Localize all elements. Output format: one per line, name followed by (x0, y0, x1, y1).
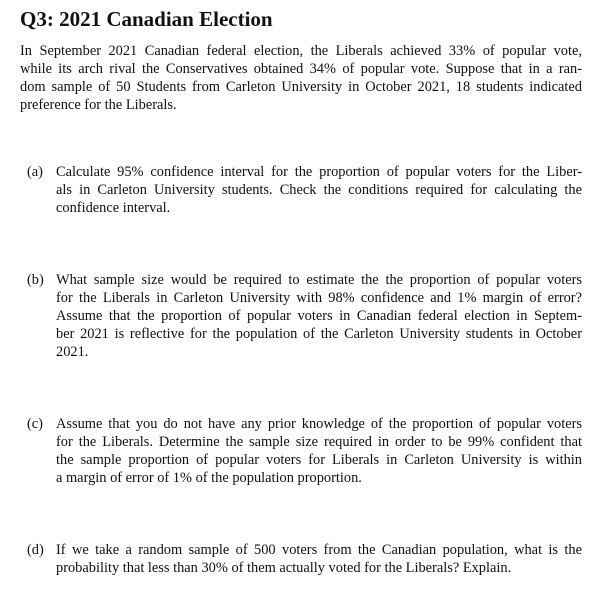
intro-line: while its arch rival the Conservatives obtained 34% of popular vote. Suppose that in a ran- (20, 61, 582, 77)
question-line: for the Liberals in Carleton University with 98% confidence and 1% margin of error? (56, 290, 582, 306)
intro-line: In September 2021 Canadian federal election, the Liberals achieved 33% of popular vote, (20, 43, 582, 59)
question-line: ber 2021 is reflective for the population of the Carleton University students in October (56, 326, 582, 342)
question-label: (c) (27, 416, 43, 432)
question-line: probability that less than 30% of them actually voted for the Liberals? Explain. (56, 560, 512, 576)
question-label: (a) (27, 164, 43, 180)
question-line: Calculate 95% confidence interval for the proportion of popular voters for the Liber- (56, 164, 582, 180)
question-line: Assume that the proportion of popular voters in Canadian federal election in Septem- (56, 308, 582, 324)
question-line: the sample proportion of popular voters for Liberals in Carleton University is within (56, 452, 582, 468)
question-line: 2021. (56, 344, 89, 360)
question-line: Assume that you do not have any prior knowledge of the proportion of popular voters (56, 416, 582, 432)
intro-line: dom sample of 50 Students from Carleton University in October 2021, 18 students indicated (20, 79, 582, 95)
question-label: (d) (27, 542, 44, 558)
question-line: a margin of error of 1% of the population proportion. (56, 470, 362, 486)
question-line: als in Carleton University students. Check the conditions required for calculating the (56, 182, 582, 198)
question-line: If we take a random sample of 500 voters from the Canadian population, what is the (56, 542, 582, 558)
question-line: for the Liberals. Determine the sample size required in order to be 99% confident that (56, 434, 582, 450)
page-title: Q3: 2021 Canadian Election (20, 7, 273, 31)
question-line: What sample size would be required to estimate the the proportion of popular voters (56, 272, 582, 288)
intro-line: preference for the Liberals. (20, 97, 177, 113)
question-line: confidence interval. (56, 200, 171, 216)
question-label: (b) (27, 272, 44, 288)
